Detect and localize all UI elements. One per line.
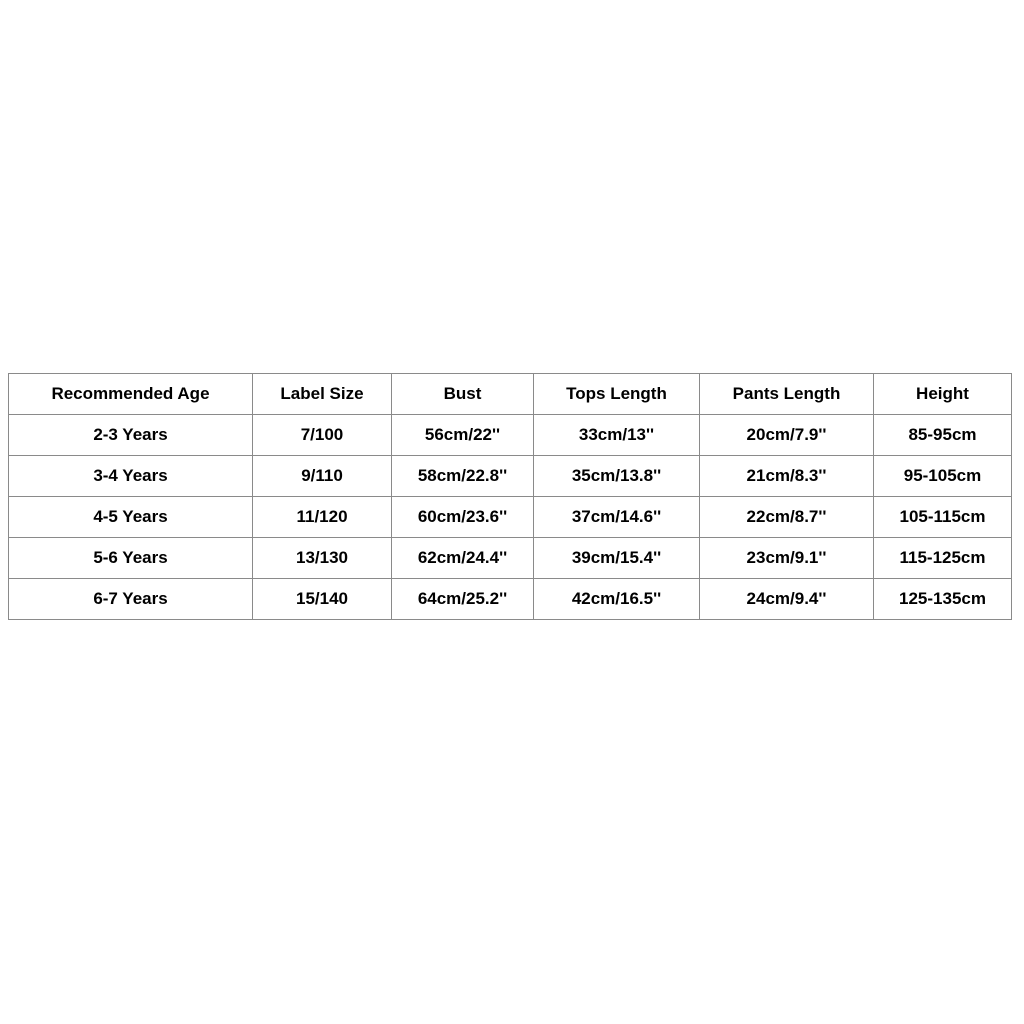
- size-chart-table: [8, 373, 1012, 620]
- cell-tops-length: 35cm/13.8'': [534, 456, 700, 497]
- header-pants-length: Pants Length: [700, 374, 874, 415]
- cell-tops-length: 39cm/15.4'': [534, 538, 700, 579]
- cell-height: 105-115cm: [874, 497, 1012, 538]
- table-row: [9, 538, 1012, 579]
- cell-tops-length: 33cm/13'': [534, 415, 700, 456]
- cell-pants-length: 22cm/8.7'': [700, 497, 874, 538]
- cell-recommended-age: 2-3 Years: [9, 415, 253, 456]
- table-row: [9, 579, 1012, 620]
- cell-bust: 62cm/24.4'': [392, 538, 534, 579]
- cell-height: 95-105cm: [874, 456, 1012, 497]
- cell-bust: 56cm/22'': [392, 415, 534, 456]
- cell-label-size: 13/130: [253, 538, 392, 579]
- cell-pants-length: 23cm/9.1'': [700, 538, 874, 579]
- cell-bust: 58cm/22.8'': [392, 456, 534, 497]
- cell-height: 85-95cm: [874, 415, 1012, 456]
- cell-recommended-age: 6-7 Years: [9, 579, 253, 620]
- cell-recommended-age: 4-5 Years: [9, 497, 253, 538]
- header-bust: Bust: [392, 374, 534, 415]
- table-row: [9, 415, 1012, 456]
- cell-height: 125-135cm: [874, 579, 1012, 620]
- cell-bust: 60cm/23.6'': [392, 497, 534, 538]
- cell-recommended-age: 3-4 Years: [9, 456, 253, 497]
- header-height: Height: [874, 374, 1012, 415]
- header-recommended-age: Recommended Age: [9, 374, 253, 415]
- cell-recommended-age: 5-6 Years: [9, 538, 253, 579]
- cell-height: 115-125cm: [874, 538, 1012, 579]
- cell-tops-length: 42cm/16.5'': [534, 579, 700, 620]
- cell-bust: 64cm/25.2'': [392, 579, 534, 620]
- cell-label-size: 7/100: [253, 415, 392, 456]
- cell-label-size: 15/140: [253, 579, 392, 620]
- cell-tops-length: 37cm/14.6'': [534, 497, 700, 538]
- cell-pants-length: 20cm/7.9'': [700, 415, 874, 456]
- cell-label-size: 9/110: [253, 456, 392, 497]
- table-row: [9, 497, 1012, 538]
- header-tops-length: Tops Length: [534, 374, 700, 415]
- header-label-size: Label Size: [253, 374, 392, 415]
- cell-pants-length: 24cm/9.4'': [700, 579, 874, 620]
- table-row: [9, 456, 1012, 497]
- cell-label-size: 11/120: [253, 497, 392, 538]
- cell-pants-length: 21cm/8.3'': [700, 456, 874, 497]
- table-header-row: [9, 374, 1012, 415]
